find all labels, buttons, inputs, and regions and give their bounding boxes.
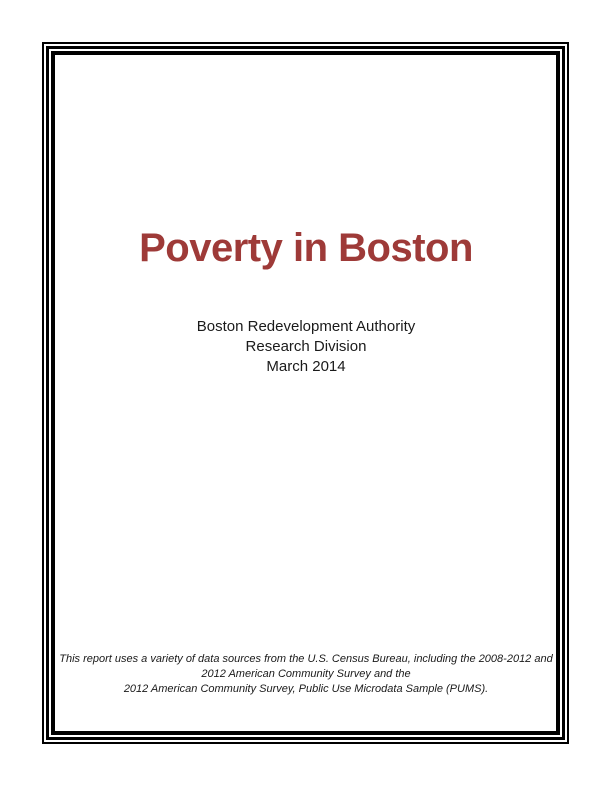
page-title: Poverty in Boston (139, 226, 473, 270)
source-note-line: 2012 American Community Survey, Public Use Microdata Sample (PUMS). (123, 683, 489, 695)
subtitle-block (0, 317, 612, 377)
source-note (0, 652, 612, 697)
subtitle-organization: Boston Redevelopment Authority (196, 318, 416, 335)
source-note-line: 2012 American Community Survey and the (201, 668, 411, 680)
source-note-line: This report uses a variety of data sources from the U.S. Census Bureau, including the 2008-2012 and (59, 653, 553, 665)
subtitle-date: March 2014 (266, 358, 346, 375)
subtitle-division: Research Division (245, 338, 367, 355)
